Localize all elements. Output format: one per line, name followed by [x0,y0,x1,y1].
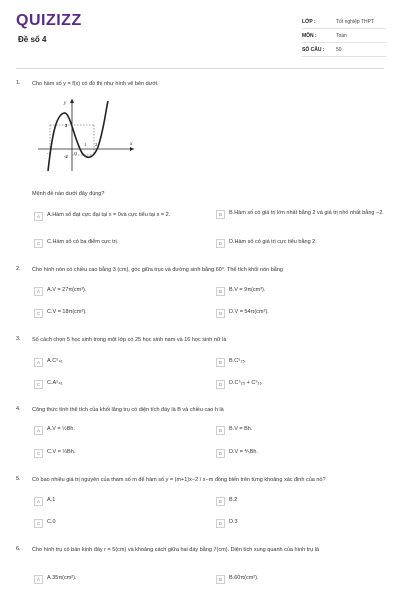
option-text: C.Hàm số có ba điểm cực trị. [47,239,119,245]
option-letter: C [34,239,43,248]
option-text: C.V = ⅓Bh. [47,449,76,455]
x-axis-label: x [130,142,133,147]
option-letter: B [216,497,225,506]
question-number: 5. [16,476,21,482]
option-text: C.A⁵₄₁ [47,380,63,386]
option-text: A.C⁵₄₁ [47,358,63,364]
option-a[interactable] [34,287,202,298]
meta-value: Tốt nghiệp THPT [336,18,374,25]
option-c[interactable] [34,519,202,530]
tick-label-x1: 1 [84,142,87,147]
origin-label: O [74,151,78,156]
option-b[interactable] [216,497,384,508]
y-axis-arrow [70,99,74,103]
option-text: B.60π(cm²). [229,575,259,581]
meta-table [302,15,386,57]
x-axis-arrow [130,147,134,151]
meta-value: Toán [336,32,347,39]
question-text: Công thức tính thể tích của khối lăng trụ có diện tích đáy là B và chiều cao h là [32,407,224,413]
option-d[interactable] [216,309,384,320]
option-text: B.C⁵₂₅ [229,358,245,364]
option-letter: C [34,449,43,458]
option-text: A.Hàm số đạt cực đại tại x = 0và cực tiểu tại x = 2. [47,212,171,218]
meta-label: LỚP : [302,18,316,25]
meta-row-count [302,43,386,57]
option-text: B.V = Bh. [229,426,253,432]
meta-label: SỐ CÂU : [302,46,325,53]
question-number: 3. [16,336,21,342]
option-letter: A [34,212,43,221]
option-text: B.Hàm số có giá trị lớn nhất bằng 2 và giá trị nhỏ nhất bằng −2. [229,210,384,216]
option-letter: D [216,309,225,318]
option-letter: D [216,519,225,528]
header-divider [16,68,384,69]
question-text: Cho hình trụ có bán kính đáy r = 5(cm) và khoảng cách giữa hai đáy bằng 7(cm). Diện tích xung quanh của hình trụ là [32,547,319,553]
option-b[interactable] [216,426,384,437]
option-a[interactable] [34,358,202,369]
option-d[interactable] [216,519,384,530]
header [0,0,400,66]
function-graph [34,95,138,175]
option-d[interactable] [216,239,384,250]
option-b[interactable] [216,287,384,298]
option-c[interactable] [34,309,202,320]
option-c[interactable] [34,449,202,460]
option-letter: A [34,426,43,435]
tick-label-ym2: -2 [64,154,68,159]
option-letter: B [216,358,225,367]
quizizz-logo: QUIZIZZ [16,12,82,29]
option-letter: D [216,380,225,389]
option-c[interactable] [34,239,202,250]
option-text: C.0 [47,519,56,525]
option-text: B.2 [229,497,238,503]
meta-row-class [302,15,386,29]
option-letter: A [34,287,43,296]
option-b[interactable] [216,358,384,369]
option-text: D.3 [229,519,238,525]
meta-value: 50 [336,46,342,53]
option-text: D.C⁵₂₅ + C⁵₁₆ [229,380,262,386]
option-b[interactable] [216,575,384,586]
option-letter: C [34,309,43,318]
tick-label-x2: 2 [95,142,98,147]
option-text: D.V = 54π(cm³). [229,309,269,315]
question-text: Cho hàm số y = f(x) có đồ thị như hình vẽ bên dưới. [32,81,159,87]
question-number: 6. [16,546,21,552]
option-letter: A [34,358,43,367]
option-a[interactable] [34,426,202,437]
option-letter: B [216,287,225,296]
question-number: 4. [16,406,21,412]
tick-label-xm1: -1 [47,151,51,156]
option-text: A.V = 27π(cm³). [47,287,87,293]
option-letter: B [216,210,225,219]
option-letter: A [34,497,43,506]
option-text: A.1 [47,497,56,503]
option-letter: D [216,239,225,248]
meta-label: MÔN : [302,32,317,39]
question-number: 2. [16,266,21,272]
option-letter: B [216,575,225,584]
option-a[interactable] [34,497,202,508]
tick-label-y2: 2 [65,123,68,128]
option-text: C.V = 18π(cm³). [47,309,87,315]
question-followup: Mệnh đề nào dưới đây đúng? [32,191,105,197]
option-text: A.35π(cm²). [47,575,77,581]
option-d[interactable] [216,380,384,391]
option-letter: D [216,449,225,458]
option-c[interactable] [34,380,202,391]
document-title: Đề số 4 [18,35,47,44]
meta-row-subject [302,29,386,43]
option-a[interactable] [34,575,202,586]
option-letter: C [34,519,43,528]
question-text: Cho hình nón có chiều cao bằng 3 (cm), góc giữa trục và đường sinh bằng 60°. Thể tích khối nón bằng [32,267,283,273]
option-letter: B [216,426,225,435]
option-text: D.Hàm số có giá trị cực tiểu bằng 2. [229,239,317,245]
option-a[interactable] [34,212,202,223]
option-d[interactable] [216,449,384,460]
option-letter: C [34,380,43,389]
option-text: B.V = 9π(cm³). [229,287,266,293]
question-number: 1. [16,80,21,86]
option-b[interactable] [216,210,384,228]
option-letter: A [34,575,43,584]
option-text: D.V = ⅘Bh. [229,449,259,455]
option-text: A.V = ½Bh. [47,426,75,432]
question-text: Có bao nhiêu giá trị nguyên của tham số m để hàm số y = (m+1)x−2 / x−m đồng biến trên từng khoảng xác định của nó? [32,477,326,483]
y-axis-label: y [64,101,67,106]
question-text: Số cách chọn 5 học sinh trong một lớp có 25 học sinh nam và 16 học sinh nữ là [32,337,227,343]
function-curve [48,101,108,171]
